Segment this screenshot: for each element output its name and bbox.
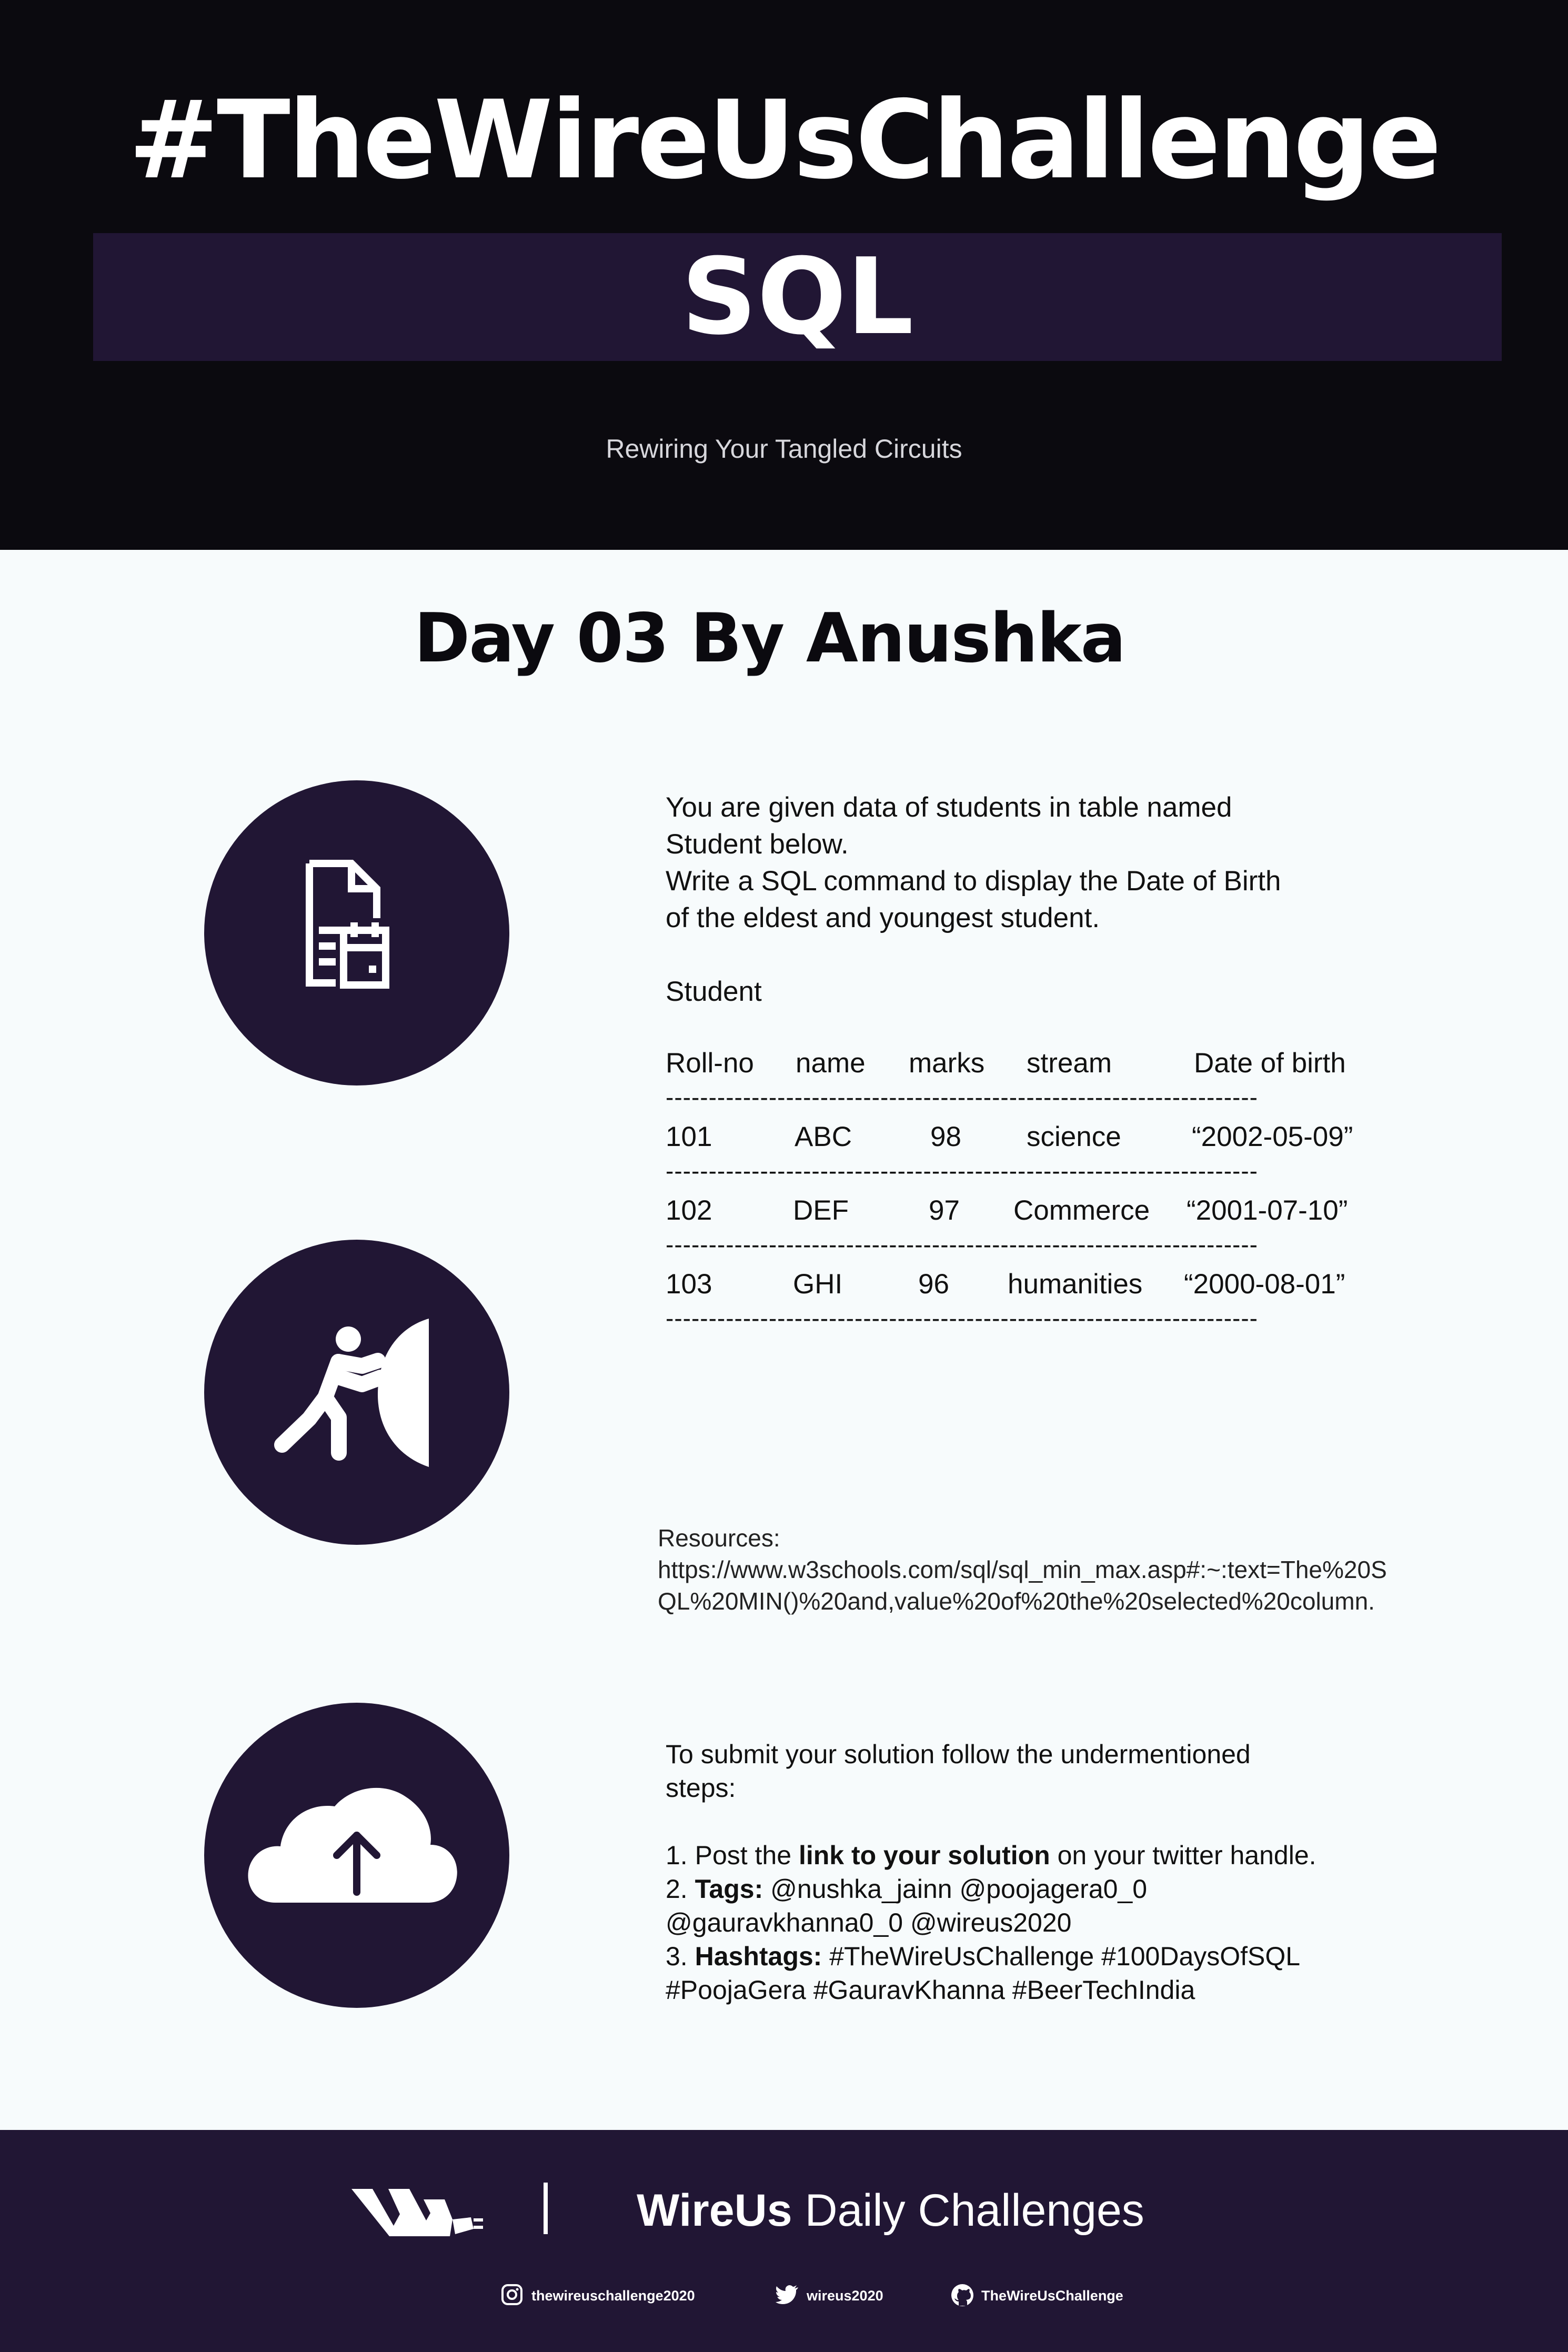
submission-steps <box>666 1737 1316 2007</box>
column-header: Roll-no <box>666 1048 754 1079</box>
submission-step-2-cont: @gauravkhanna0_0 @wireus2020 <box>666 1908 1072 1937</box>
submission-step-3: 3. Hashtags: #TheWireUsChallenge #100DaysOfSQL <box>666 1942 1301 1971</box>
table-name: Student <box>666 976 762 1007</box>
challenge-hashtag: #TheWireUsChallenge <box>128 78 1440 203</box>
table-cell: 98 <box>930 1121 961 1152</box>
person-pushing-wall-icon <box>204 1240 509 1545</box>
submission-step-1: 1. Post the link to your solution on your twitter handle. <box>666 1841 1316 1870</box>
column-header: marks <box>909 1048 985 1079</box>
table-cell: 96 <box>918 1269 949 1300</box>
twitter-icon <box>775 2283 800 2307</box>
challenge-circle <box>204 1240 509 1545</box>
table-row <box>666 1194 1389 1231</box>
resources-label: Resources: <box>658 1524 780 1552</box>
topic-banner <box>93 233 1502 361</box>
problem-line: You are given data of students in table named <box>666 792 1232 823</box>
problem-line: of the eldest and youngest student. <box>666 902 1100 933</box>
table-cell: 103 <box>666 1269 712 1300</box>
problem-circle <box>204 780 509 1085</box>
table-cell: GHI <box>793 1269 843 1300</box>
twitter-handle: wireus2020 <box>807 2288 883 2304</box>
student-table <box>666 1047 1389 1342</box>
wireus-logo-icon <box>347 2177 489 2246</box>
problem-line: Student below. <box>666 829 849 860</box>
github-icon <box>950 2283 975 2308</box>
table-cell: 97 <box>929 1195 960 1226</box>
table-cell: “2001-07-10” <box>1187 1195 1348 1226</box>
instagram-icon <box>500 2283 524 2307</box>
resources-link[interactable]: https://www.w3schools.com/sql/sql_min_max.asp#:~:text=The%20SQL%20MIN()%20and,value%20of%20the%20selected%20column. <box>658 1556 1387 1615</box>
column-header: name <box>796 1048 866 1079</box>
day-title: Day 03 By Anushka <box>414 599 1125 678</box>
table-cell: “2002-05-09” <box>1192 1121 1353 1152</box>
instagram-handle: thewireuschallenge2020 <box>531 2288 695 2304</box>
header <box>0 0 1568 550</box>
table-cell: ABC <box>795 1121 852 1152</box>
tagline: Rewiring Your Tangled Circuits <box>606 434 962 464</box>
table-separator: --------------------------------------------------------------------- <box>666 1231 1258 1258</box>
table-separator: --------------------------------------------------------------------- <box>666 1158 1258 1184</box>
table-cell: Commerce <box>1013 1195 1150 1226</box>
table-cell: science <box>1027 1121 1121 1152</box>
table-cell: humanities <box>1008 1269 1143 1300</box>
problem-statement <box>666 789 1281 1010</box>
table-separator: --------------------------------------------------------------------- <box>666 1084 1258 1111</box>
document-calendar-icon <box>204 780 509 1085</box>
table-header-row <box>666 1047 1389 1084</box>
github-handle: TheWireUsChallenge <box>981 2288 1123 2304</box>
submission-intro: To submit your solution follow the undermentioned <box>666 1740 1251 1769</box>
problem-line: Write a SQL command to display the Date of Birth <box>666 866 1281 897</box>
submission-step-2: 2. Tags: @nushka_jainn @poojagera0_0 <box>666 1874 1148 1904</box>
submission-intro: steps: <box>666 1773 736 1803</box>
footer <box>0 2130 1568 2352</box>
column-header: Date of birth <box>1194 1048 1346 1079</box>
table-row <box>666 1121 1389 1158</box>
submission-step-3-cont: #PoojaGera #GauravKhanna #BeerTechIndia <box>666 1975 1195 2005</box>
brand-divider <box>544 2183 548 2234</box>
column-header: stream <box>1027 1048 1112 1079</box>
submit-circle <box>204 1703 509 2008</box>
table-separator: --------------------------------------------------------------------- <box>666 1305 1258 1332</box>
cloud-upload-icon <box>204 1703 509 2008</box>
resources <box>658 1522 1405 1617</box>
topic-title: SQL <box>681 236 914 358</box>
table-cell: 101 <box>666 1121 712 1152</box>
brand-title: WireUs Daily Challenges <box>637 2185 1144 2236</box>
table-cell: DEF <box>793 1195 849 1226</box>
table-row <box>666 1268 1389 1305</box>
table-cell: “2000-08-01” <box>1184 1269 1345 1300</box>
table-cell: 102 <box>666 1195 712 1226</box>
